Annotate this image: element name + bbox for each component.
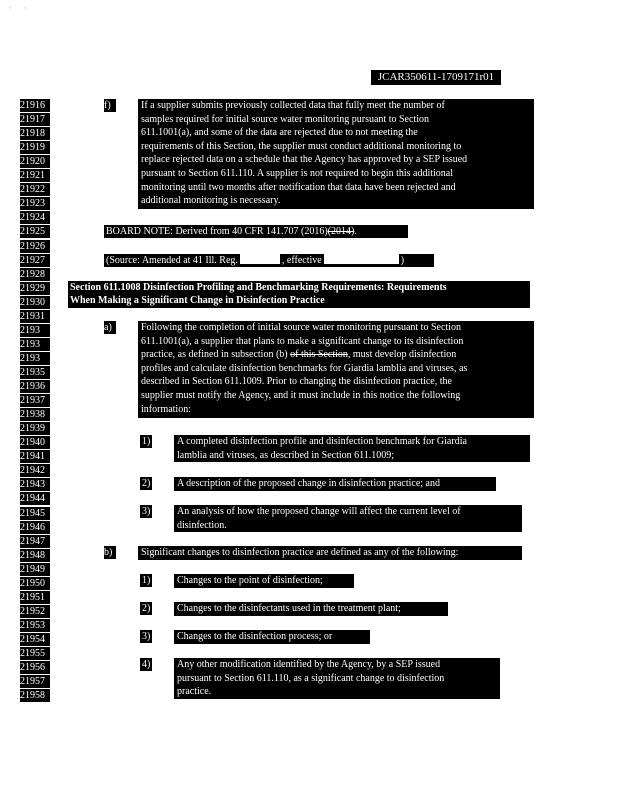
line-number: 21952: [20, 605, 50, 618]
line-number: 21950: [20, 577, 50, 590]
line-number: 21946: [20, 521, 50, 534]
section-heading-line1: Section 611.1008 Disinfection Profiling and Benchmarking Requirements: Requirements: [70, 282, 447, 293]
para-b-label: b): [104, 547, 113, 558]
item-line: lamblia and viruses, as described in Section 611.1009;: [177, 449, 395, 461]
item-line: A description of the proposed change in disinfection practice; and: [177, 478, 440, 489]
line-number: 21922: [20, 183, 50, 196]
para-f-line: pursuant to Section 611.110. A supplier is not required to begin this additional: [141, 167, 454, 179]
item-b4-text: [174, 658, 500, 699]
item-line: Changes to the disinfection process; or: [177, 631, 333, 642]
item-line: Changes to the point of disinfection;: [177, 575, 323, 586]
para-f-label: f): [104, 100, 111, 111]
line-number: 21927: [20, 254, 50, 267]
line-number: 21916: [20, 99, 50, 112]
para-f-line: 611.1001(a), and some of the data are rejected due to not meeting the: [141, 127, 418, 139]
para-a-line: profiles and calculate disinfection benchmarks for Giardia lamblia and viruses, as: [141, 362, 468, 374]
line-number: 21924: [20, 211, 50, 224]
item-line: pursuant to Section 611.110, as a significant change to disinfection: [177, 672, 445, 684]
section-heading-line2: When Making a Significant Change in Disinfection Practice: [70, 295, 325, 306]
line-number: 21937: [20, 394, 50, 407]
line-number: 21919: [20, 141, 50, 154]
line-number: 21947: [20, 535, 50, 548]
line-number: 21921: [20, 169, 50, 182]
line-number: 21918: [20, 127, 50, 140]
para-f-line: additional monitoring is necessary.: [141, 195, 281, 207]
para-f-line: requirements of this Section, the supplier must conduct additional monitoring to: [141, 140, 462, 152]
para-a-line: practice, as defined in subsection (b) of this Section, must develop disinfection: [141, 349, 457, 361]
line-number: 21951: [20, 591, 50, 604]
item-a3-label: 3): [142, 506, 151, 517]
para-f-text: [138, 99, 534, 209]
item-b4-label: 4): [142, 659, 151, 670]
line-number: 21956: [20, 661, 50, 674]
source-note: (Source: Amended at 41 Ill. Reg. , effective ): [106, 255, 405, 266]
para-f-line: samples required for initial source water monitoring pursuant to Section: [141, 113, 429, 125]
para-a-line: Following the completion of initial source water monitoring pursuant to Section: [141, 322, 461, 333]
line-number: 21948: [20, 549, 50, 562]
item-b3-label: 3): [142, 631, 151, 642]
item-b1-text: [174, 574, 354, 588]
line-number: 21954: [20, 633, 50, 646]
line-number: 2193: [20, 352, 50, 365]
item-b1-label: 1): [142, 575, 151, 586]
item-a2-label: 2): [142, 478, 151, 489]
line-number: 21917: [20, 113, 50, 126]
para-b-text: [138, 546, 522, 560]
line-number: 21942: [20, 464, 50, 477]
document-id: JCAR350611-1709171r01: [371, 70, 501, 85]
item-line: Any other modification identified by the Agency, by a SEP issued: [177, 659, 441, 670]
line-number: 2193: [20, 338, 50, 351]
item-b3-text: [174, 630, 370, 644]
para-f-line: replace rejected data on a schedule that the Agency has approved by a SEP issued: [141, 154, 468, 166]
item-a1-text: [174, 435, 530, 462]
line-number: 21926: [20, 240, 50, 253]
item-line: A completed disinfection profile and disinfection benchmark for Giardia: [177, 436, 467, 447]
line-number: 21928: [20, 268, 50, 281]
item-line: disinfection.: [177, 519, 227, 531]
item-a2-text: [174, 477, 496, 491]
para-f-line: monitoring until two months after notification that data have been rejected and: [141, 181, 456, 193]
line-number: 21929: [20, 282, 50, 295]
para-a-text: [138, 321, 534, 418]
line-number: 21953: [20, 619, 50, 632]
item-line: Changes to the disinfectants used in the treatment plant;: [177, 603, 401, 614]
line-number: 21920: [20, 155, 50, 168]
item-b2-label: 2): [142, 603, 151, 614]
line-number: 21931: [20, 310, 50, 323]
line-number: 21943: [20, 478, 50, 491]
line-number: 21940: [20, 436, 50, 449]
line-number: 21941: [20, 450, 50, 463]
item-a3-text: [174, 505, 522, 532]
line-number: 21949: [20, 563, 50, 576]
line-number: 21936: [20, 380, 50, 393]
para-b-line: Significant changes to disinfection practice are defined as any of the following:: [141, 547, 459, 558]
item-b2-text: [174, 602, 448, 616]
line-number: 21944: [20, 492, 50, 505]
corner-marks: ' ': [10, 6, 33, 14]
board-note: BOARD NOTE: Derived from 40 CFR 141.707 (2016)(2014).: [106, 226, 357, 237]
line-number: 21923: [20, 197, 50, 210]
line-number: 2193: [20, 324, 50, 337]
line-number: 21930: [20, 296, 50, 309]
item-line: An analysis of how the proposed change will affect the current level of: [177, 506, 461, 517]
line-number: 21935: [20, 366, 50, 379]
line-number: 21925: [20, 225, 50, 238]
line-number: 21957: [20, 675, 50, 688]
para-a-line: described in Section 611.1009. Prior to changing the disinfection practice, the: [141, 376, 452, 388]
item-a1-label: 1): [142, 436, 151, 447]
line-number: 21939: [20, 422, 50, 435]
para-a-label: a): [104, 322, 112, 333]
line-number: 21955: [20, 647, 50, 660]
para-a-line: information:: [141, 403, 191, 415]
para-a-line: 611.1001(a), a supplier that plans to make a significant change to its disinfection: [141, 335, 464, 347]
para-a-line: supplier must notify the Agency, and it must include in this notice the following: [141, 389, 461, 401]
line-number: 21938: [20, 408, 50, 421]
line-number: 21945: [20, 507, 50, 520]
line-number: 21958: [20, 689, 50, 702]
para-f-line: If a supplier submits previously collected data that fully meet the number of: [141, 100, 445, 111]
item-line: practice.: [177, 686, 212, 698]
